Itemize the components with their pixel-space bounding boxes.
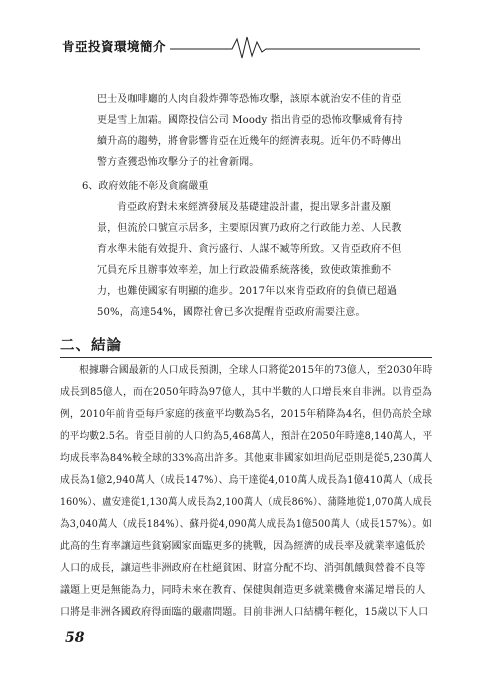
text-line: 更是雪上加霜。國際投信公司 Moody 指出肯亞的恐怖攻擊威脅有持 (97, 115, 403, 126)
text-line: 景，但流於口號宣示居多，主要原因實乃政府之行政能力差、人民教 (97, 223, 402, 234)
text-line: 成長為1億2,940萬人（成長147%）、烏干達從4,010萬人成長為1億410萬人（成長 (60, 475, 433, 486)
page-number: 58 (65, 630, 85, 646)
section-heading: 二、結論 (60, 337, 122, 354)
header-title: 肯亞投資環境簡介 (62, 39, 167, 54)
text-line: 警方查獲恐怖攻擊分子的社會新聞。 (97, 157, 260, 168)
text-line: 口將是非洲各國政府得面臨的嚴肅問題。目前非洲人口結構年輕化，15歲以下人口 (60, 607, 429, 618)
text-line: 根據聯合國最新的人口成長預測，全球人口將從2015年的73億人，至2030年時 (79, 365, 433, 376)
text-line: 的平均數2.5名。肯亞目前的人口約為5,468萬人，預計在2050年時達8,140萬人，平 (60, 431, 433, 442)
text-line: 力，也難使國家有明顯的進步。2017年以來肯亞政府的負債已超過 (97, 286, 398, 297)
text-line: 160%）、盧安達從1,130萬人成長為2,100萬人（成長86%）、蒲隆地從1,070萬人成長 (60, 497, 432, 508)
text-line: 巴士及咖啡廳的人肉自殺炸彈等恐怖攻擊，該原本就治安不佳的肯亞 (97, 94, 402, 105)
text-line: 為3,040萬人（成長184%）、蘇丹從4,090萬人成長為1億500萬人（成長157%）。如 (60, 519, 432, 530)
text-line: 例，2010年前肯亞每戶家庭的孩童平均數為5名，2015年稍降為4名，但仍高於全球 (60, 409, 432, 420)
section-divider (60, 357, 432, 358)
text-line: 此高的生育率讓這些貧窮國家面臨更多的挑戰，因為經濟的成長率及就業率遠低於 (60, 541, 426, 552)
text-line: 肯亞政府對未來經濟發展及基礎建設計畫，提出眾多計畫及願 (117, 202, 392, 213)
text-line: 續升高的趨勢，將會影響肯亞在近幾年的經濟表現。近年仍不時傳出 (97, 136, 402, 147)
text-line: 育水準未能有效提升、貪污盛行、人謀不臧等所致。又肯亞政府不但 (97, 244, 402, 255)
text-line: 人口的成長，讓這些非洲政府在杜絕貧困、財富分配不均、消弭飢餓與營養不良等 (60, 563, 426, 574)
text-line: 議題上更是無能為力，同時未來在教育、保健與創造更多就業機會來滿足增長的人 (60, 585, 426, 596)
text-line: 成長到85億人，而在2050年時為97億人，其中半數的人口增長來自非洲。以肯亞為 (60, 387, 433, 398)
text-line: 均成長率為84%較全球的33%高出許多。其他東非國家如坦尚尼亞則是從5,230萬人 (60, 453, 433, 464)
text-line: 50%，高達54%，國際社會已多次提醒肯亞政府需要注意。 (97, 307, 366, 318)
list-item-label: 6、政府效能不彰及貪腐嚴重 (82, 181, 209, 192)
header-pulse-line (0, 34, 480, 60)
text-line: 冗員充斥且辦事效率差，加上行政設備系統落後，致使政策推動不 (97, 265, 392, 276)
